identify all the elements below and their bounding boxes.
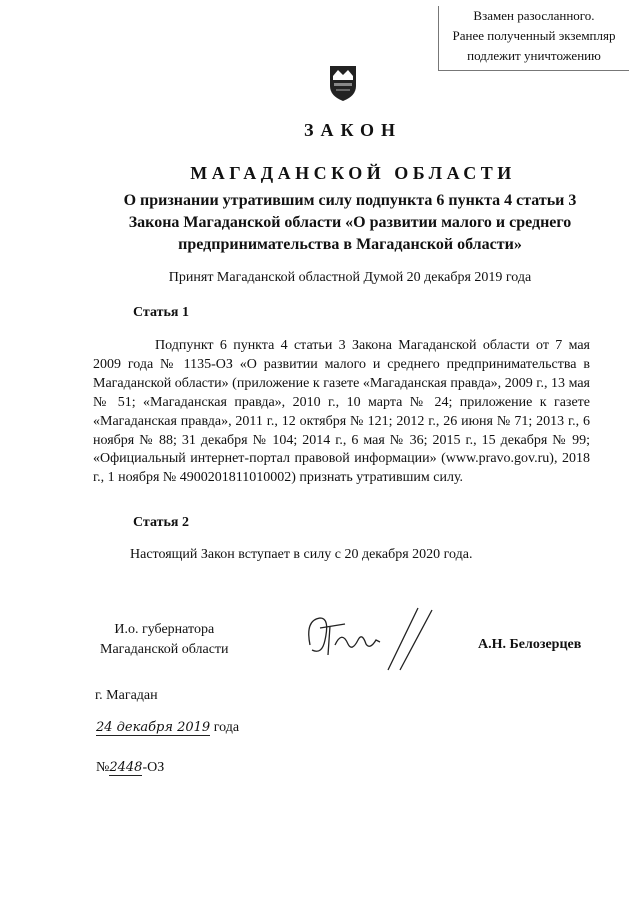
stamp-line-2: Ранее полученный экземпляр — [452, 28, 616, 43]
signing-date-line — [96, 720, 239, 736]
magadan-coat-of-arms-icon — [328, 62, 358, 102]
stamp-line-3: подлежит уничтожению — [467, 48, 601, 63]
date-suffix: года — [213, 720, 240, 735]
law-subject-title: О признании утратившим силу подпункта 6 пункта 4 статьи 3 Закона Магаданской области «О развитии малого и среднего предпринимательства в Магаданской области» — [123, 192, 577, 253]
adoption-note: Принят Магаданской областной Думой 20 декабря 2019 года — [168, 270, 532, 285]
document-stamp — [438, 6, 629, 71]
city-line: г. Магадан — [95, 688, 158, 703]
law-number-line — [96, 760, 164, 776]
signatory-position — [100, 620, 229, 660]
signatory-name: А.Н. Белозерцев — [478, 637, 582, 652]
article-1-text: Подпункт 6 пункта 4 статьи 3 Закона Магаданской области от 7 мая 2009 года № 1135-ОЗ «О развитии малого и среднего предпринимательства в Магаданской области» (приложение к газете «Магаданская правда», 2009 г., 13 мая № 51; «Магаданская правда», 2010 г., 10 марта № 24; приложение к газете «Магаданская правда», 2011 г., 12 октября № 121; 2012 г., 26 июня № 71; 2013 г., 6 ноября № 88; 31 декабря № 104; 2014 г., 6 мая № 36; 2015 г., 15 декабря № 99; «Официальный интернет-портал правовой информации» (www.pravo.gov.ru), 2018 г., 1 ноября № 4900201811010002) признать утратившим силу. — [93, 338, 590, 486]
document-type-heading: ЗАКОН — [303, 120, 403, 140]
handwritten-signature — [300, 600, 440, 675]
signatory-position-line-1: И.о. губернатора — [114, 622, 215, 637]
number-suffix: -ОЗ — [142, 760, 165, 775]
signatory-position-line-2: Магаданской области — [100, 642, 229, 657]
article-2-title: Статья 2 — [133, 515, 189, 530]
handwritten-date: 24 декабря 2019 — [96, 720, 211, 735]
article-1-title: Статья 1 — [133, 305, 189, 320]
stamp-line-1: Взамен разосланного. — [473, 8, 595, 23]
handwritten-number: 2448 — [109, 760, 143, 775]
region-heading: МАГАДАНСКОЙ ОБЛАСТИ — [190, 163, 516, 183]
number-sign: № — [96, 760, 110, 775]
article-2-text: Настоящий Закон вступает в силу с 20 декабря 2020 года. — [130, 547, 473, 562]
